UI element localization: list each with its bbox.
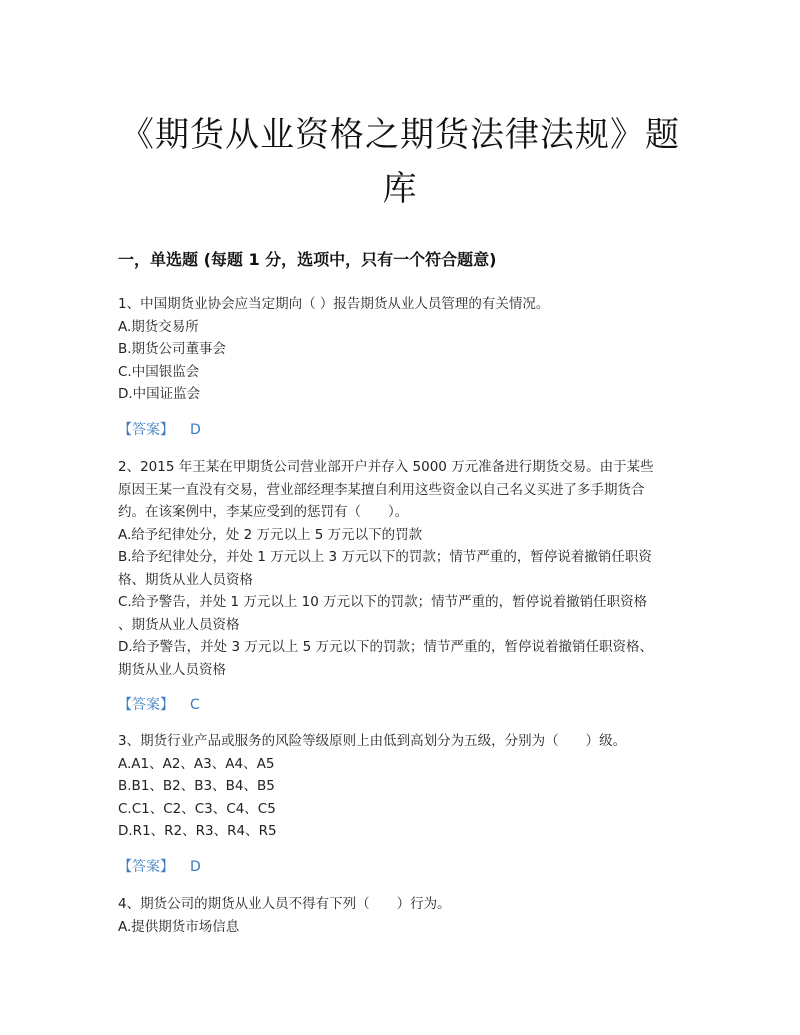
- option-d-line-1: D.给予警告，并处 3 万元以上 5 万元以下的罚款；情节严重的，暂停说着撤销任职资格、: [118, 639, 654, 655]
- answer-label: 【答案】: [118, 859, 174, 875]
- option-a: A.给予纪律处分，处 2 万元以上 5 万元以下的罚款: [118, 526, 423, 543]
- question-3: [118, 730, 688, 843]
- answer-2: [118, 694, 688, 716]
- question-stem: 4、期货公司的期货从业人员不得有下列（ ）行为。: [118, 896, 451, 912]
- option-c-line-2: 、期货从业人员资格: [118, 616, 240, 633]
- title-line-1: 《期货从业资格之期货法律法规》题: [120, 115, 680, 155]
- question-stem: 3、期货行业产品或服务的风险等级原则上由低到高划分为五级，分别为（ ）级。: [118, 733, 627, 749]
- answer-value: D: [190, 859, 201, 875]
- answer-value: C: [190, 697, 200, 713]
- option-c: C.C1、C2、C3、C4、C5: [118, 800, 276, 817]
- document-title: [100, 108, 700, 216]
- option-d-line-2: 期货从业人员资格: [118, 661, 226, 678]
- question-stem-line-2: 原因王某一直没有交易，营业部经理李某擅自利用这些资金以自己名义买进了多手期货合: [118, 481, 645, 498]
- answer-value: D: [190, 422, 201, 438]
- option-c-line-1: C.给予警告，并处 1 万元以上 10 万元以下的罚款；情节严重的，暂停说着撤销任职资格: [118, 594, 648, 610]
- option-a: A.提供期货市场信息: [118, 918, 240, 935]
- question-stem-line-1: 2、2015 年王某在甲期货公司营业部开户并存入 5000 万元准备进行期货交易。由于某些: [118, 459, 654, 475]
- question-2: [118, 456, 688, 681]
- option-b: B.B1、B2、B3、B4、B5: [118, 778, 275, 794]
- question-stem: 1、中国期货业协会应当定期向（ ）报告期货从业人员管理的有关情况。: [118, 296, 550, 312]
- title-line-2: 库: [382, 169, 418, 209]
- question-1: [118, 293, 688, 406]
- option-b-line-1: B.给予纪律处分，并处 1 万元以上 3 万元以下的罚款；情节严重的，暂停说着撤销任职资: [118, 549, 652, 565]
- option-c: C.中国银监会: [118, 363, 200, 380]
- option-b: B.期货公司董事会: [118, 341, 227, 357]
- answer-label: 【答案】: [118, 697, 174, 713]
- option-d: D.中国证监会: [118, 386, 201, 402]
- option-a: A.A1、A2、A3、A4、A5: [118, 755, 275, 772]
- answer-label: 【答案】: [118, 422, 174, 438]
- answer-3: [118, 856, 688, 878]
- question-stem-line-3: 约。在该案例中，李某应受到的惩罚有（ ）。: [118, 504, 409, 520]
- question-4: [118, 893, 688, 938]
- option-d: D.R1、R2、R3、R4、R5: [118, 823, 277, 839]
- option-b-line-2: 格、期货从业人员资格: [118, 571, 253, 588]
- section-heading: 一，单选题 (每题 1 分，选项中，只有一个符合题意): [118, 250, 497, 269]
- option-a: A.期货交易所: [118, 318, 199, 335]
- answer-1: [118, 419, 688, 441]
